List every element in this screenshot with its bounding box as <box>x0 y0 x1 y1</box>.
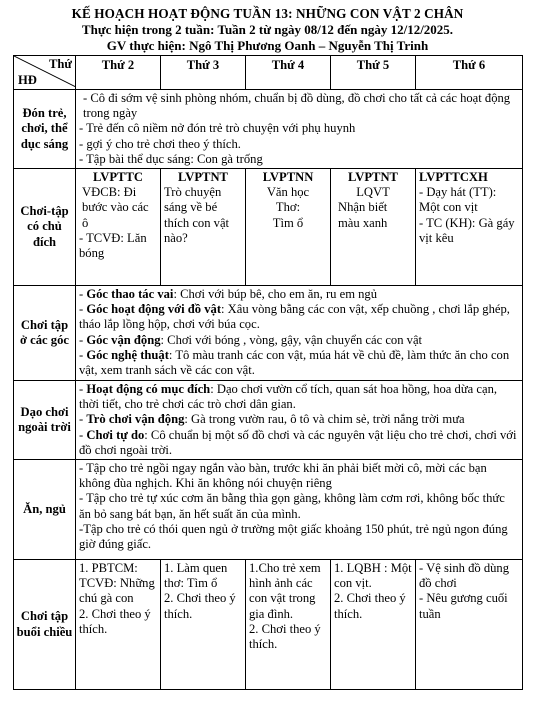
row-label-outdoor: Dạo chơi ngoài trời <box>14 381 76 460</box>
corner-activity: - Góc vận động: Chơi với bóng , vòng, gậy, vận chuyển các con vật <box>79 332 423 347</box>
afternoon-line: 2. Chơi theo ý thích. <box>334 591 406 621</box>
row-corners <box>14 286 523 381</box>
row-label-learn: Chơi-tập có chủ đích <box>14 169 76 286</box>
learn-cell-mon <box>76 169 161 286</box>
learn-line: Nhận biết màu xanh <box>338 200 388 230</box>
learn-cell-thu <box>331 169 416 286</box>
outdoor-content <box>76 381 523 460</box>
row-label-welcome: Đón trẻ, chơi, thể dục sáng <box>14 90 76 169</box>
plan-subtitle: Thực hiện trong 2 tuần: Tuần 2 từ ngày 08/12 đến ngày 12/12/2025. <box>81 22 454 37</box>
learn-line: LQVT <box>356 185 390 200</box>
learn-cell-tue <box>161 169 246 286</box>
outdoor-activity: - Trò chơi vận động: Gà trong vườn rau, ô tô và chim sẻ, trời nắng trời mưa <box>79 412 465 427</box>
corner-activity: - Góc hoạt động với đồ vật: Xâu vòng bằng các con vật, xếp chuồng , chơi lắp ghép, tháo lắp lồng hộp, chơi với búa cọc. <box>79 302 510 332</box>
row-learn <box>14 169 523 286</box>
day-header-wed: Thứ 4 <box>246 56 331 90</box>
outdoor-text: : Cô chuẩn bị một số đồ chơi và các nguyên vật liệu cho trẻ chơi, chơi với đồ chơi ngoài trời. <box>79 427 517 457</box>
outdoor-activity: - Hoạt động có mục đích: Dạo chơi vườn cổ tích, quan sát hoa hồng, hoa dừa cạn, thời tiết, cho trẻ chơi các trò chơi dân gian. <box>79 382 498 412</box>
learn-domain: LVPTNT <box>348 170 398 185</box>
learn-line: VĐCB: Đi bước vào các ô <box>82 185 149 230</box>
afternoon-line: 1. Làm quen thơ: Tìm ổ <box>164 561 228 591</box>
afternoon-cell-tue <box>161 560 246 690</box>
meal-line: - Tập cho trẻ ngồi ngay ngắn vào bàn, trước khi ăn phải biết mời cô, mời các bạn không đùa nghịch. Khi ăn không nói chuyện riêng <box>79 461 487 491</box>
corner-name: Góc nghệ thuật <box>86 347 169 362</box>
corner-day-label: Thứ <box>49 57 72 71</box>
corner-cell <box>14 56 76 90</box>
row-meal <box>14 460 523 560</box>
corner-text: : Chơi với búp bê, cho em ăn, ru em ngủ <box>173 287 378 302</box>
welcome-line: - Trẻ đến cô niềm nở đón trẻ trò chuyện với phụ huynh <box>79 121 356 136</box>
outdoor-text: : Gà trong vườn rau, ô tô và chim sẻ, trời nắng trời mưa <box>184 412 465 427</box>
meal-line: - Tập cho trẻ tự xúc cơm ăn bằng thìa gọn gàng, không làm cơm rơi, không bốc thức ăn bỏ sang bát bạn, ăn hết suất ăn của mình. <box>79 491 505 521</box>
welcome-line: - Tập bài thể dục sáng: Con gà trống <box>79 151 263 166</box>
row-label-afternoon: Chơi tập buổi chiều <box>14 560 76 690</box>
outdoor-text: : Dạo chơi vườn cổ tích, quan sát hoa hồng, hoa dừa cạn, thời tiết, cho trẻ chơi các trò chơi dân gian. <box>79 382 498 412</box>
corner-activity: - Góc nghệ thuật: Tô màu tranh các con vật, múa hát về chủ đề, làm thức ăn cho con vật, xem tranh sách về các con vật. <box>79 347 510 378</box>
corner-name: Góc thao tác vai <box>86 287 174 302</box>
afternoon-line: 2. Chơi theo ý thích. <box>79 606 151 636</box>
row-label-meal: Ăn, ngủ <box>14 460 76 560</box>
learn-domain: LVPTTC <box>93 170 143 185</box>
afternoon-cell-thu <box>331 560 416 690</box>
learn-domain: LVPTTCXH <box>419 170 488 185</box>
afternoon-line: - Nêu gương cuối tuần <box>419 591 508 621</box>
corner-name: Góc vận động <box>86 332 161 347</box>
welcome-line: - gợi ý cho trẻ chơi theo ý thích. <box>79 136 241 151</box>
meal-content <box>76 460 523 560</box>
learn-line: Thơ: <box>275 200 301 215</box>
learn-line: Văn học <box>266 185 310 200</box>
outdoor-activity: - Chơi tự do: Cô chuẩn bị một số đồ chơi và các nguyên vật liệu cho trẻ chơi, chơi với đồ chơi ngoài trời. <box>79 427 517 457</box>
afternoon-line: 2. Chơi theo ý thích. <box>164 591 236 621</box>
welcome-content <box>76 90 523 169</box>
row-outdoor <box>14 381 523 460</box>
plan-teachers: GV thực hiện: Ngô Thị Phương Oanh – Nguyễn Thị Trinh <box>106 38 429 53</box>
learn-line: - TC (KH): Gà gáy vịt kêu <box>419 215 515 245</box>
learn-domain: LVPTNN <box>262 170 314 185</box>
afternoon-line: 1.Cho trẻ xem hình ảnh các con vật trong gia đình. <box>249 561 321 621</box>
learn-domain: LVPTNT <box>178 170 228 185</box>
day-header-mon: Thứ 2 <box>76 56 161 90</box>
afternoon-cell-mon <box>76 560 161 690</box>
outdoor-name: Trò chơi vận động <box>86 412 185 427</box>
afternoon-line: 1. LQBH : Một con vịt. <box>334 561 412 591</box>
corner-text: : Tô màu tranh các con vật, múa hát về chủ đề, làm thức ăn cho con vật, xem tranh sách về các con vật. <box>79 347 510 378</box>
activity-plan-table <box>13 55 523 690</box>
corner-text: : Xâu vòng bằng các con vật, xếp chuồng , chơi lắp ghép, tháo lắp lồng hộp, chơi với búa cọc. <box>79 302 510 332</box>
learn-cell-fri <box>416 169 523 286</box>
afternoon-cell-wed <box>246 560 331 690</box>
row-afternoon <box>14 560 523 690</box>
learn-line: - TCVĐ: Lăn bóng <box>79 230 147 261</box>
plan-title: KẾ HOẠCH HOẠT ĐỘNG TUẦN 13: NHỮNG CON VẬT 2 CHÂN <box>71 6 464 21</box>
corner-activity-label: HĐ <box>18 72 37 87</box>
afternoon-cell-fri <box>416 560 523 690</box>
afternoon-line: 1. PBTCM: TCVĐ: Những chú gà con <box>79 561 155 606</box>
corner-name: Góc hoạt động với đồ vật <box>86 302 222 317</box>
learn-line: Trò chuyện sáng về bé thích con vật nào? <box>164 185 230 245</box>
day-header-fri: Thứ 6 <box>416 56 523 90</box>
day-header-thu: Thứ 5 <box>331 56 416 90</box>
day-header-tue: Thứ 3 <box>161 56 246 90</box>
header-row <box>14 56 523 90</box>
row-label-corners: Chơi tập ở các góc <box>14 286 76 381</box>
corner-activity: - Góc thao tác vai: Chơi với búp bê, cho em ăn, ru em ngủ <box>79 287 378 302</box>
welcome-line: - Cô đi sớm vệ sinh phòng nhóm, chuẩn bị đồ dùng, đồ chơi cho tất cả các hoạt động trong ngày <box>83 91 511 121</box>
outdoor-name: Chơi tự do <box>86 427 145 442</box>
meal-line: -Tập cho trẻ có thói quen ngủ ở trường một giấc khoảng 150 phút, trẻ ngủ ngon đúng giờ đúng giấc. <box>79 521 508 552</box>
afternoon-line: 2. Chơi theo ý thích. <box>249 621 321 652</box>
learn-line: - Dạy hát (TT): Một con vịt <box>419 185 497 215</box>
afternoon-line: - Vệ sinh đồ dùng đồ chơi <box>419 561 510 591</box>
corners-content <box>76 286 523 381</box>
corner-text: : Chơi với bóng , vòng, gậy, vận chuyển các con vật <box>160 332 423 347</box>
row-welcome <box>14 90 523 169</box>
learn-line: Tìm ổ <box>272 215 304 230</box>
outdoor-name: Hoạt động có mục đích <box>86 382 211 397</box>
learn-cell-wed <box>246 169 331 286</box>
